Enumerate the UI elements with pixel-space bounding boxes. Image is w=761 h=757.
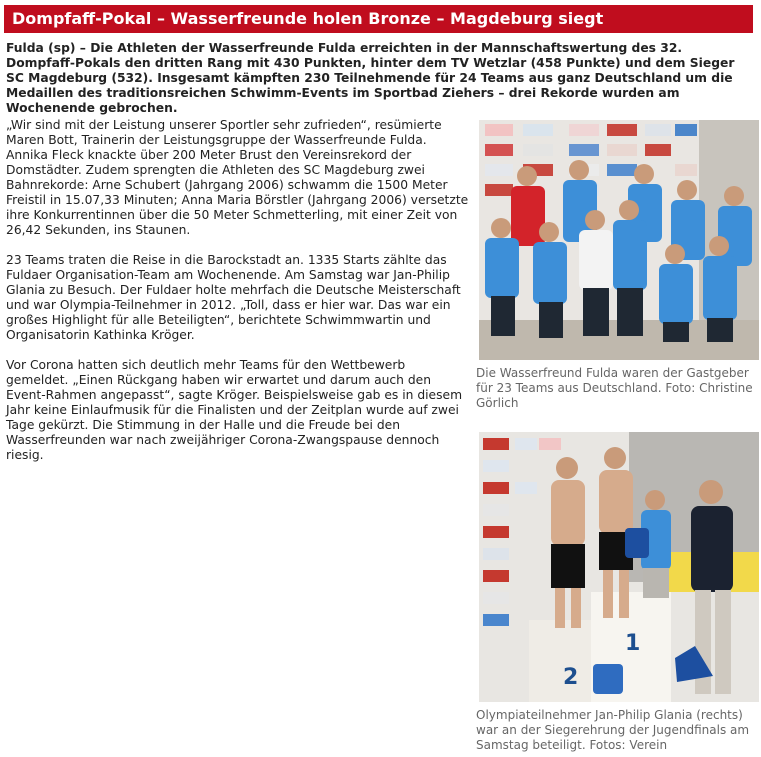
body-paragraph-2: 23 Teams traten die Reise in die Barockstadt an. 1335 Starts zählte das Fuldaer Organisation-Team am Wochenende. Am Samstag war Jan-Philip Glania zu Besuch. Der Fuldaer holte mehrfach die Deutsche Meisterschaft und war Olympia-Teilnehmer in 2012. „Toll, dass er hier war. Das war ein großes Highlight für alle Beteiligten“, berichtete Schwimmwartin und Organisatorin Kathinka Kröger. <box>6 253 461 342</box>
photo-caption-2: Olympiateilnehmer Jan-Philip Glania (rechts) war an der Siegerehrung der Jugendfinals am Samstag beteiligt. Fotos: Verein <box>476 708 750 752</box>
article-body <box>6 118 471 478</box>
award-podium-photo <box>479 432 759 702</box>
body-paragraph-3: Vor Corona hatten sich deutlich mehr Teams für den Wettbewerb gemeldet. „Einen Rückgang haben wir erwartet und darum auch den Event-Rahmen angepasst“, sagte Kröger. Beispielsweise gab es in diesem Jahr keine Einlaufmusik für die Finalisten und der Zeitplan wurde auf zwei Tage gekürzt. Die Stimmung in der Halle und die Freude bei den Wasserfreunden war nach zweijähriger Corona-Zwangspause dennoch riesig. <box>6 358 463 462</box>
article-lead: Fulda (sp) – Die Athleten der Wasserfreunde Fulda erreichten in der Mannschaftswertung des 32. Dompfaff-Pokals den dritten Rang mit 430 Punkten, hinter dem TV Wetzlar (458 Punkte) und dem Sieger SC Magdeburg (532). Insgesamt kämpften 230 Teilnehmende für 24 Teams aus ganz Deutschland um die Medaillen des traditionsreichen Schwimm-Events im Sportbad Ziehers – drei Rekorde wurden am Wochenende gebrochen. <box>6 41 735 115</box>
podium-place-1: 1 <box>625 631 641 656</box>
article-headline: Dompfaff-Pokal – Wasserfreunde holen Bronze – Magdeburg siegt <box>4 5 753 33</box>
photo-caption-1: Die Wasserfreund Fulda waren der Gastgeber für 23 Teams aus Deutschland. Foto: Christine Görlich <box>476 366 753 410</box>
podium-place-2: 2 <box>563 665 579 690</box>
body-paragraph-1: „Wir sind mit der Leistung unserer Sportler sehr zufrieden“, resümierte Maren Bott, Trainerin der Leistungsgruppe der Wasserfreunde Fulda. Annika Fleck knackte über 200 Meter Brust den Vereinsrekord der Domstädter. Zudem sprengten die Athleten des SC Magdeburg zwei Bahnrekorde: Arne Schubert (Jahrgang 2006) schwamm die 1500 Meter Freistil in 15.07,33 Minuten; Anna Maria Börstler (Jahrgang 2006) versetzte ihre Konkurrentinnen über die 50 Meter Schmetterling, mit einer Zeit von 26,42 Sekunden, ins Staunen. <box>6 118 469 237</box>
team-group-photo <box>479 120 759 360</box>
